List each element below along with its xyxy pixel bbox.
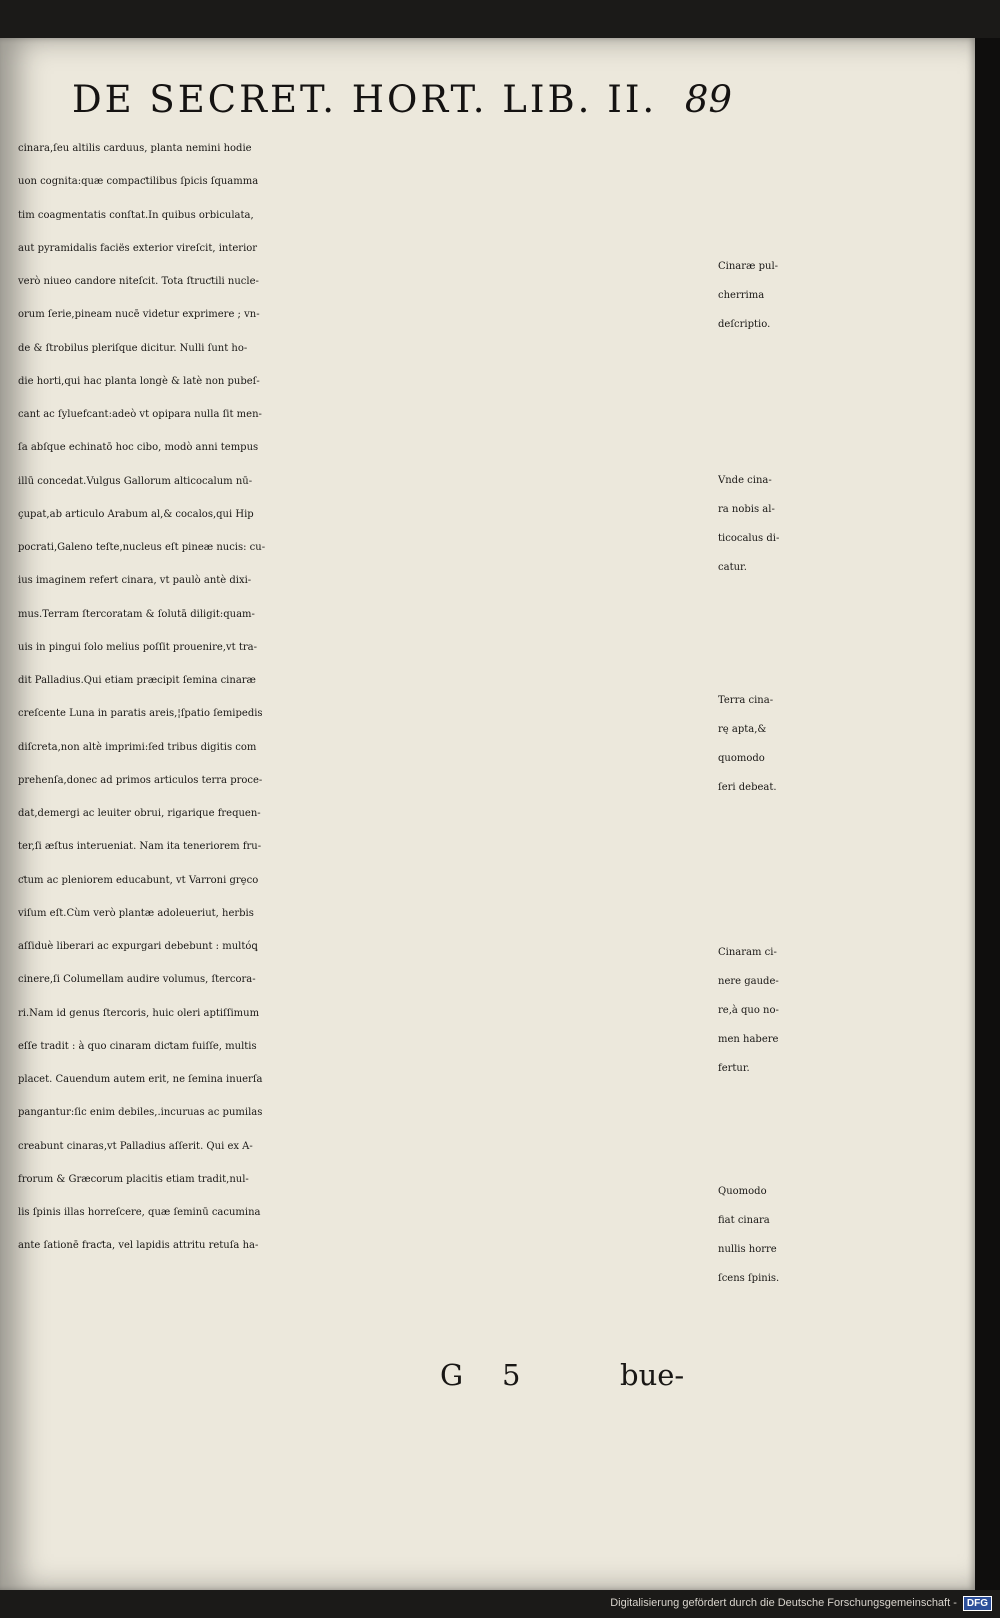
- text-line: verò niueo candore niteſcit. Tota ſtruƈtili nucle-: [18, 276, 259, 287]
- catchword: bue-: [620, 1358, 685, 1392]
- running-title: DE SECRET. HORT. LIB. II.: [72, 78, 658, 121]
- text-line: ſa abſque echinatō hoc cibo, modò anni tempus: [18, 442, 259, 454]
- text-line: orum ſerie,pineam nucē videtur exprimere ; vn-: [18, 309, 260, 321]
- dfg-logo: DFG: [963, 1596, 992, 1611]
- text-line: frorum & Græcorum placitis etiam tradit,nul-: [18, 1173, 249, 1185]
- marginal-note-line: men habere: [718, 1034, 779, 1045]
- text-line: cant ac ſyluefcant:adeò vt opipara nulla ſit men-: [18, 409, 262, 420]
- text-line: lis ſpinis illas horreſcere, quæ ſeminū cacumina: [18, 1207, 261, 1218]
- text-line: ri.Nam id genus ſtercoris, huic oleri aptiſſimum: [18, 1007, 260, 1019]
- marginal-note-sine-spinis: [718, 1177, 870, 1293]
- text-line: mus.Terram ſtercoratam & ſolutā diligit:quam-: [18, 608, 255, 620]
- text-line: aut pyramidalis faciës exterior vireſcit, interior: [18, 242, 258, 254]
- marginal-note-line: Vnde cina-: [718, 475, 772, 486]
- marginal-note-line: Cinaram ci-: [718, 947, 777, 958]
- text-line: uis in pingui ſolo melius poſſit prouenire,vt tra-: [18, 641, 257, 653]
- text-line: ante ſationē fraƈta, vel lapidis attritu retuſa ha-: [18, 1240, 259, 1252]
- marginal-note-line: quomodo: [718, 753, 765, 764]
- marginal-note-line: cherrima: [718, 290, 765, 301]
- marginal-note-line: fiat cinara: [718, 1215, 770, 1226]
- text-line: placet. Cauendum autem erit, ne ſemina inuerſa: [18, 1074, 263, 1085]
- text-line: viſum eſt.Cùm verò plantæ adoleueriut, herbis: [18, 907, 254, 919]
- text-line: ius imaginem refert cinara, vt paulò antè dixi-: [18, 575, 252, 587]
- marginal-note-line: re,à quo no-: [718, 1005, 779, 1016]
- text-line: creſcente Luna in paratis areis,¦ſpatio ſemipedis: [18, 708, 263, 720]
- marginal-note-line: nere gaude-: [718, 976, 779, 987]
- marginal-note-line: rę apta,&: [718, 724, 767, 735]
- marginal-note-line: ra nobis al-: [718, 504, 775, 515]
- text-line: çupat,ab articulo Arabum al,& cocalos,qui Hip: [18, 508, 254, 520]
- marginal-note-line: catur.: [718, 562, 747, 573]
- text-line: cinara,ſeu altilis carduus, planta nemini hodie: [18, 143, 252, 154]
- marginal-note-line: fertur.: [718, 1063, 750, 1074]
- page-edge-shadow: [975, 38, 1000, 1590]
- text-line: de & ſtrobilus pleriſque dicitur. Nulli ſunt ho-: [18, 342, 248, 354]
- text-line: pangantur:ſic enim debiles,.incuruas ac pumilas: [18, 1107, 263, 1119]
- marginal-note-unde-nomen: [718, 466, 870, 582]
- text-line: cinere,ſi Columellam audire volumus, ſtercora-: [18, 974, 256, 986]
- text-line: dat,demergi ac leuiter obrui, rigarique frequen-: [18, 808, 261, 819]
- marginal-note-line: ticocalus di-: [718, 533, 780, 544]
- marginal-note-line: nullis horre: [718, 1244, 777, 1255]
- text-line: uon cognita:quæ compaƈtilibus ſpicis ſquamma: [18, 176, 259, 188]
- page-footer: [440, 1358, 740, 1398]
- marginal-note-line: deſcriptio.: [718, 319, 771, 330]
- main-text-block: [18, 132, 723, 1263]
- marginal-note-line: Terra cina-: [718, 695, 774, 706]
- credit-text: Digitalisierung gefördert durch die Deutsche Forschungsgemeinschaft -: [610, 1597, 957, 1609]
- text-line: creabunt cinaras,vt Palladius aſſerit. Qui ex A-: [18, 1140, 253, 1152]
- text-line: die horti,qui hac planta longè & latè non pubeſ-: [18, 375, 260, 387]
- text-line: ter,ſi æſtus interueniat. Nam ita teneriorem fru-: [18, 841, 262, 853]
- marginal-note-line: ſcens ſpinis.: [718, 1273, 780, 1284]
- text-line: diſcreta,non altè imprimi:ſed tribus digitis com: [18, 741, 257, 753]
- text-line: illū concedat.Vulgus Gallorum alticocalum nū-: [18, 475, 253, 487]
- marginal-note-terra-apta: [718, 686, 870, 802]
- marginal-note-cinere-gaudere: [718, 938, 870, 1083]
- running-header: [72, 78, 732, 130]
- signature-number: 5: [502, 1358, 521, 1392]
- text-line: prehenſa,donec ad primos articulos terra proce-: [18, 774, 263, 786]
- marginal-note-cinarae-descriptio: [718, 252, 870, 339]
- text-line: tim coagmentatis conſtat.In quibus orbiculata,: [18, 209, 254, 221]
- marginal-note-line: ſeri debeat.: [718, 782, 777, 793]
- text-line: dit Palladius.Qui etiam præcipit ſemina cinaræ: [18, 675, 256, 686]
- marginal-note-line: Cinaræ pul-: [718, 261, 779, 272]
- signature-letter: G: [440, 1358, 464, 1392]
- digitization-credit: [610, 1594, 992, 1612]
- page-number: 89: [684, 78, 732, 121]
- text-line: eſſe tradit : à quo cinaram diƈtam fuiſſe, multis: [18, 1040, 257, 1052]
- text-line: pocrati,Galeno teſte,nucleus eſt pineæ nucis: cu-: [18, 542, 266, 553]
- text-line: ƈtum ac pleniorem educabunt, vt Varroni grȩco: [18, 874, 259, 886]
- text-line: aſſiduè liberari ac expurgari debebunt : multóꝗ: [18, 941, 258, 952]
- marginal-note-line: Quomodo: [718, 1186, 767, 1197]
